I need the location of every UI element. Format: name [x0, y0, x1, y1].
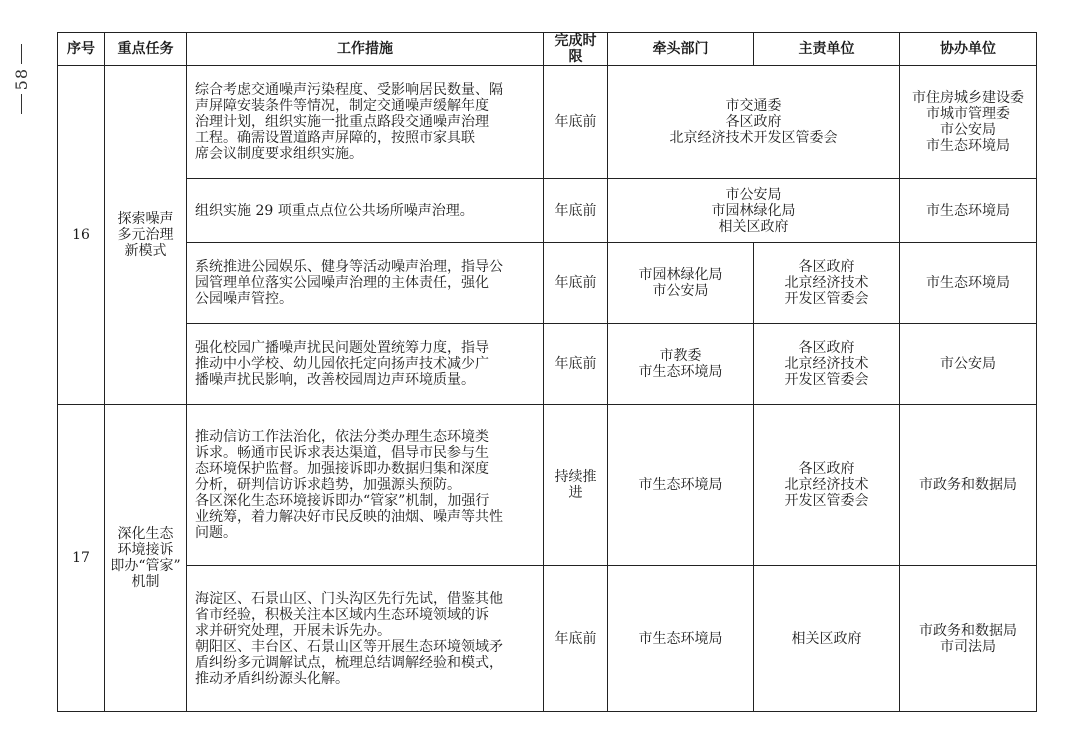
- responsible-cell: [754, 405, 900, 566]
- task-cell: [105, 66, 187, 405]
- header-row: [58, 33, 1037, 66]
- responsible-line: 各区政府: [798, 340, 855, 356]
- task-line: 即办“管家”: [110, 558, 181, 574]
- measure-cell: [187, 405, 544, 566]
- measure-line: 推动中小学校、幼儿园依托定向扬声技术减少广: [195, 356, 489, 372]
- lead-line: 市生态环境局: [638, 364, 723, 380]
- measure-line: 公园噪声管控。: [195, 291, 293, 307]
- page-number: [6, 40, 36, 118]
- assist-cell: [900, 179, 1037, 243]
- responsible-line: 北京经济技术: [784, 275, 869, 291]
- responsible-cell: [754, 566, 900, 712]
- lead-line: 市生态环境局: [638, 630, 723, 647]
- assist-line: 市政务和数据局: [919, 477, 1017, 493]
- assist-cell: [900, 405, 1037, 566]
- assist-line: 市政务和数据局: [919, 622, 1017, 639]
- task-line: 环境接诉: [117, 542, 174, 558]
- deadline-cell: 年底前: [544, 566, 608, 712]
- responsible-line: 各区政府: [798, 259, 855, 275]
- lead-line: 市公安局: [725, 186, 782, 203]
- responsible-line: 北京经济技术: [784, 356, 869, 372]
- assist-line: 市公安局: [940, 356, 996, 372]
- assist-cell: [900, 243, 1037, 324]
- page-number-text: 58: [11, 68, 31, 91]
- seq-cell: 16: [58, 66, 105, 405]
- measure-line: 海淀区、石景山区、门头沟区先行先试，借鉴其他: [195, 590, 503, 607]
- measure-line: 盾纠纷多元调解试点，梳理总结调解经验和模式，: [195, 654, 503, 671]
- measure-line: 播噪声扰民影响，改善校园周边声环境质量。: [195, 372, 475, 388]
- task-line: 机制: [131, 574, 160, 590]
- lead-line: 北京经济技术开发区管委会: [669, 130, 838, 146]
- page-number-dash-top: [21, 44, 22, 64]
- measure-line: 工程。确需设置道路声屏障的，按照市家具联: [195, 130, 475, 146]
- lead-merged-cell: [608, 179, 900, 243]
- assist-line: 市生态环境局: [926, 202, 1010, 219]
- task-line: 多元治理: [117, 227, 174, 243]
- deadline-cell: 年底前: [544, 243, 608, 324]
- measure-line: 园管理单位落实公园噪声治理的主体责任，强化: [195, 275, 489, 291]
- measure-line: 态环境保护监督。加强接诉即办数据归集和深度: [195, 461, 489, 477]
- table-row: [58, 405, 1037, 566]
- responsible-line: 相关区政府: [791, 630, 862, 647]
- header-lead: 牵头部门: [608, 33, 754, 66]
- responsible-line: 各区政府: [798, 461, 855, 477]
- table-row: [58, 66, 1037, 179]
- lead-line: 市生态环境局: [638, 477, 723, 493]
- responsible-line: 开发区管委会: [784, 291, 869, 307]
- measure-cell: [187, 324, 544, 405]
- measure-line: 分析，研判信访诉求趋势，加强源头预防。: [195, 477, 461, 493]
- lead-cell: [608, 324, 754, 405]
- task-line: 探索噪声: [117, 211, 174, 227]
- measure-cell: [187, 243, 544, 324]
- responsible-line: 开发区管委会: [784, 372, 869, 388]
- table-row: [58, 566, 1037, 712]
- lead-merged-cell: [608, 66, 900, 179]
- lead-cell: [608, 243, 754, 324]
- responsible-line: 开发区管委会: [784, 493, 869, 509]
- measure-line: 治理计划，组织实施一批重点路段交通噪声治理: [195, 114, 489, 130]
- assist-line: 市住房城乡建设委: [912, 90, 1024, 106]
- responsible-cell: [754, 243, 900, 324]
- measure-line: 诉求。畅通市民诉求表达渠道，倡导市民参与生: [195, 445, 489, 461]
- lead-line: 市公安局: [652, 283, 709, 299]
- measure-line: 组织实施 29 项重点点位公共场所噪声治理。: [195, 202, 474, 219]
- lead-line: 相关区政府: [718, 218, 789, 235]
- table-row: [58, 243, 1037, 324]
- lead-cell: [608, 566, 754, 712]
- measure-line: 推动信访工作法治化，依法分类办理生态环境类: [195, 429, 489, 445]
- assist-cell: [900, 566, 1037, 712]
- header-seq: 序号: [58, 33, 105, 66]
- task-line: 新模式: [124, 243, 167, 259]
- lead-line: 市交通委: [725, 98, 782, 114]
- measure-cell: [187, 179, 544, 243]
- lead-line: 市教委: [659, 348, 702, 364]
- measure-line: 业统筹，着力解决好市民反映的油烟、噪声等共性: [195, 509, 503, 525]
- header-deadline: 完成时限: [544, 33, 608, 66]
- measure-line: 强化校园广播噪声扰民问题处置统筹力度，指导: [195, 340, 489, 356]
- task-line: 深化生态: [117, 526, 174, 542]
- measure-line: 推动矛盾纠纷源头化解。: [195, 670, 349, 687]
- measure-line: 席会议制度要求组织实施。: [195, 146, 363, 162]
- header-measure: 工作措施: [187, 33, 544, 66]
- responsible-line: 北京经济技术: [784, 477, 869, 493]
- deadline-cell: 年底前: [544, 324, 608, 405]
- lead-line: 各区政府: [725, 114, 782, 130]
- lead-line: 市园林绿化局: [711, 202, 796, 219]
- lead-line: 市园林绿化局: [638, 267, 723, 283]
- measure-line: 省市经验，积极关注本区域内生态环境领域的诉: [195, 606, 489, 623]
- measure-line: 求并研究处理，开展未诉先办。: [195, 622, 391, 639]
- assist-line: 市城市管理委: [926, 106, 1010, 122]
- seq-cell: 17: [58, 405, 105, 712]
- deadline-cell: 持续推进: [544, 405, 608, 566]
- task-cell: [105, 405, 187, 712]
- assist-line: 市公安局: [940, 122, 996, 138]
- measure-line: 综合考虑交通噪声污染程度、受影响居民数量、隔: [195, 82, 503, 98]
- deadline-cell: 年底前: [544, 66, 608, 179]
- measure-line: 各区深化生态环境接诉即办“管家”机制，加强行: [195, 493, 490, 509]
- assist-line: 市司法局: [940, 638, 996, 655]
- measure-line: 声屏障安装条件等情况，制定交通噪声缓解年度: [195, 98, 489, 114]
- lead-cell: [608, 405, 754, 566]
- responsible-cell: [754, 324, 900, 405]
- task-table: [57, 32, 1037, 712]
- assist-line: 市生态环境局: [926, 138, 1010, 154]
- header-assist: 协办单位: [900, 33, 1037, 66]
- page-number-dash-bottom: [21, 94, 22, 114]
- assist-line: 市生态环境局: [926, 275, 1010, 291]
- header-task: 重点任务: [105, 33, 187, 66]
- deadline-cell: 年底前: [544, 179, 608, 243]
- measure-line: 问题。: [195, 525, 237, 541]
- assist-cell: [900, 324, 1037, 405]
- measure-line: 系统推进公园娱乐、健身等活动噪声治理，指导公: [195, 259, 503, 275]
- measure-cell: [187, 566, 544, 712]
- header-responsible: 主责单位: [754, 33, 900, 66]
- measure-cell: [187, 66, 544, 179]
- assist-cell: [900, 66, 1037, 179]
- measure-line: 朝阳区、丰台区、石景山区等开展生态环境领域矛: [195, 638, 503, 655]
- table-row: [58, 324, 1037, 405]
- table-row: [58, 179, 1037, 243]
